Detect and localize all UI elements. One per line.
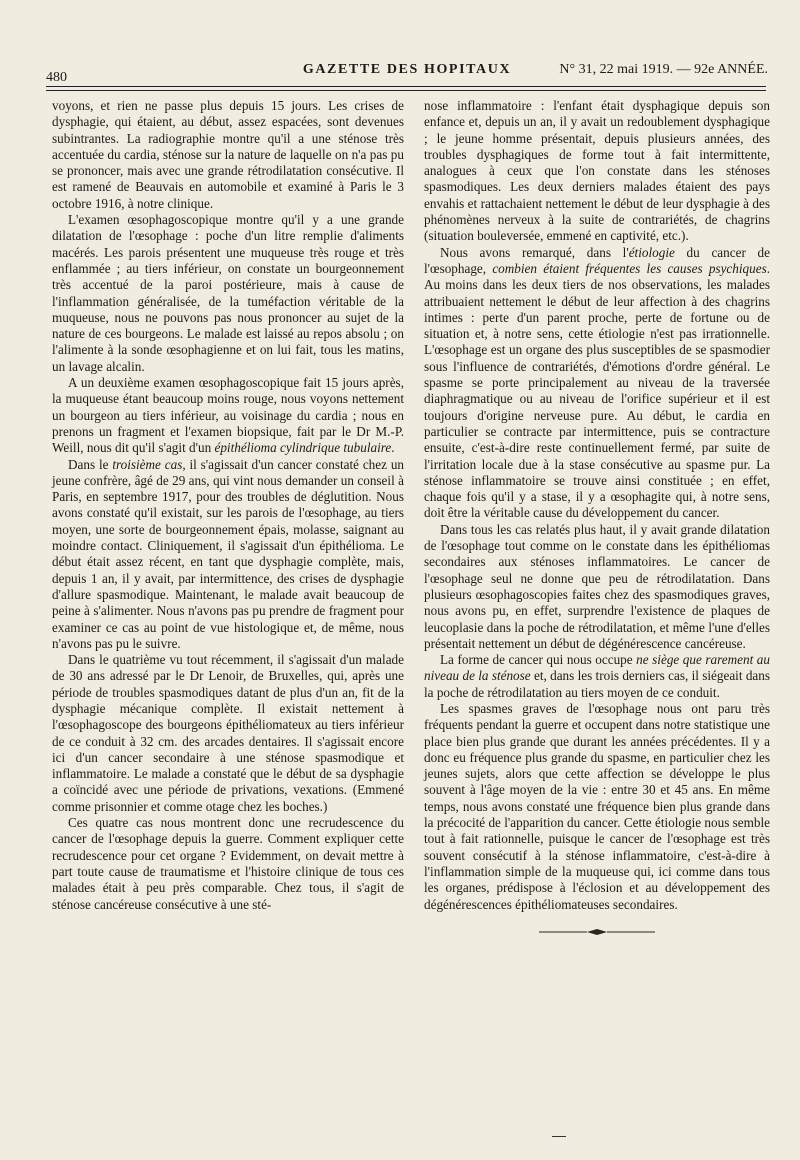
- text-run: Dans le: [68, 456, 113, 472]
- text-run: La forme de cancer qui nous occupe: [440, 652, 637, 668]
- text-run: du cancer de l'œsophage,: [424, 244, 770, 276]
- paragraph: [52, 212, 404, 375]
- italic-text: combien étaient fréquentes les causes psychiques: [492, 260, 767, 276]
- paragraph: [52, 457, 404, 653]
- left-column: [52, 98, 404, 913]
- paragraph: [52, 652, 404, 815]
- text-run: L'examen œsophagoscopique montre qu'il y a une grande dilatation de l'œsophage : poche d'un litre remplie d'aliments macérés. Les parois présentent une muqueuse très rouge et très enflammée ; au tiers inférieur, on constate un bourgeonnement très accentué de la paroi postérieure, mais à cause de l'inflammation généralisée, de la tuméfaction véritable de la muqueuse, nous ne pouvons pas nous prononcer au sujet de la nature de ces bourgeons. Le malade est laissé au repos absolu ; on l'alimente à la sonde œsophagienne et on lui fait, tous les matins, un lavage alcalin.: [52, 212, 404, 374]
- text-run: . Au moins dans les deux tiers de nos observations, les malades attribuaient nettement le début de leur affection à des chagrins intimes : perte d'un parent proche, perte de fortune ou de situation et, à notre sens, cette étiologie n'est pas irrationnelle. L'œsophage est un organe des plus susceptibles de se spasmodier sous l'influence de contrariétés, d'émotions d'ordre général. Le spasme se porte principalement au niveau de la traversée diaphragmatique ou au niveau de l'orifice supérieur et il est toujours d'origine nerveuse pure. Au début, le cardia en particulier se contracte par intermittence, puis se contracture ensuite, c'est-à-dire reste continuellement fermé, par suite de l'irritation locale due à la stase consécutive au spasme pur. La sténose inflammatoire se trouve ainsi constituée ; en effet, chaque fois qu'il y a stase, il y a œsophagite qui, à notre sens, doit être la véritable cause du développement du cancer.: [424, 260, 770, 521]
- paragraph: [52, 375, 404, 456]
- page-header: [46, 58, 768, 85]
- paragraph: [52, 815, 404, 913]
- text-run: Dans le quatrième vu tout récemment, il s'agissait d'un malade de 30 ans adressé par le Dr Lenoir, de Bruxelles, qui, après une période de troubles spasmodiques datant de plus d'un an, fit de la dysphagie mécanique complète. Il existait nettement à l'œsophagoscope des bourgeons épithéliomateux au tiers inférieur de ce conduit à 32 cm. des arcades dentaires. Il s'agissait encore ici d'un cancer secondaire à une sténose spasmodique et inflammatoire. Le malade a constaté que le début de sa dysphagie a coïncidé avec une période de privations, vexations. (Emmené comme prisonnier et comme otage chez les boches.): [52, 652, 404, 814]
- paragraph: [424, 652, 770, 701]
- italic-text: étiologie: [628, 244, 675, 260]
- text-run: Ces quatre cas nous montrent donc une recrudescence du cancer de l'œsophage depuis la guerre. Comment expliquer cette recrudescence pour cet organe ? Evidemment, on devait mettre à part toute cause de traumatisme et l'histoire clinique de tous ces malades était à peu près comparable. Chez tous, il s'agit de sténose cancéreuse consécutive à une sté-: [52, 815, 404, 912]
- paragraph: [424, 98, 770, 245]
- right-column: [424, 98, 770, 937]
- page-number: 480: [46, 70, 67, 85]
- issue-info: N° 31, 22 mai 1919. — 92e ANNÉE.: [559, 62, 768, 77]
- header-rule-top: [46, 86, 766, 87]
- text-run: Les spasmes graves de l'œsophage nous ont paru très fréquents pendant la guerre et occupent dans notre statistique une place bien plus grande que durant les années précédentes. Il y a donc eu fréquence plus grande du spasme, en particulier chez les jeunes sujets, alors que cette affection se développe le plus souvent à l'âge moyen de la vie : entre 30 et 45 ans. En même temps, nous avons constaté une fréquence bien plus grande dans la précocité de l'apparition du cancer. Cette étiologie nous semble tout à fait rationnelle, puisque le cancer de l'œsophage est très souvent consécutif à la sténose inflammatoire, c'est-à-dire à l'inflammation simple de la muqueuse qui, ici comme dans tous les organes, prédispose à l'éclosion et au développement des dégénérescences épithéliomateuses secondaires.: [424, 700, 770, 912]
- bottom-mark: [552, 1136, 566, 1137]
- italic-text: ne siège que rarement au niveau de la sténose: [424, 652, 770, 684]
- text-run: A un deuxième examen œsophagoscopique fait 15 jours après, la muqueuse étant beaucoup moins rouge, nous voyons nettement un bourgeon au tiers inférieur, au voisinage du cardia ; nous en prenons un fragment et l'examen biopsique, fait par le Dr M.-P. Weill, nous dit qu'il s'agit d'un: [52, 375, 404, 456]
- text-run: voyons, et rien ne passe plus depuis 15 jours. Les crises de dysphagie, qui étaient, au début, assez espacées, sont devenues subintrantes. La radiographie montre qu'il a une sténose très accentuée du cardia, sténose sur la nature de laquelle on n'a pas pu se prononcer, mais avec une grande rétrodilatation consécutive. Il est ramené de Beauvais en automobile et examiné à Paris le 3 octobre 1916, à notre clinique.: [52, 98, 404, 211]
- header-rule-bottom: [46, 90, 766, 91]
- italic-text: épithélioma cylindrique tubulaire: [214, 440, 392, 456]
- text-run: et, dans les trois derniers cas, il siégeait dans la poche de rétrodilatation au tiers moyen de ce conduit.: [424, 668, 770, 700]
- text-run: Dans tous les cas relatés plus haut, il y avait grande dilatation de l'œsophage tout comme on le constate dans les épithéliomas secondaires aux sténoses inflammatoires. Le cancer de l'œsophage seul ne donne que peu de rétrodilatation. Dans plusieurs œsophagoscopies faites chez des spasmodiques graves, nous avons pu, en effet, surprendre l'existence de plaques de leucoplasie dans la poche de rétrodilatation, et même l'une d'elles présentait nettement un début de dégénérescence cancéreuse.: [424, 521, 770, 651]
- text-run: Nous avons remarqué, dans l': [440, 244, 629, 260]
- paragraph: [424, 245, 770, 522]
- paragraph: [52, 98, 404, 212]
- paragraph: [424, 522, 770, 652]
- journal-title: GAZETTE DES HOPITAUX: [302, 62, 512, 77]
- text-run: .: [391, 440, 395, 456]
- end-ornament-icon: [537, 927, 657, 937]
- text-run: , il s'agissait d'un cancer constaté chez un jeune confrère, âgé de 29 ans, qui vint nous demander un conseil à Paris, en septembre 1917, pour des troubles de déglutition. Nous avons constaté qu'il existait, sur les parois de l'œsophage, au tiers moyen, une sorte de bourgeonnement épais, molasse, saignant au moindre contact. Cliniquement, il s'agissait d'un épithélioma. Le début était assez récent, en tant que dysphagie complète, mais, depuis 1 an, il y avait, par intermittence, des crises de dysphagie d'allure spasmodique. Maintenant, le malade avait beaucoup de peine à s'alimenter. Nous n'avons pas pu prendre de fragment pour examiner ce cas au point de vue histologique et, de même, nous n'avons pas pu le suivre.: [52, 456, 405, 651]
- text-run: nose inflammatoire : l'enfant était dysphagique depuis son enfance et, depuis un an, il y avait un redoublement dysphagique ; le jeune homme présentait, depuis plusieurs années, des troubles dysphagiques de forme tout à fait intermittente, analogues à ceux que l'on constate dans les sténoses spasmodiques. Les deux derniers malades étaient des pays envahis et rattachaient nettement le début de leur dysphagie à des phénomènes nerveux à la suite de contrariétés, de chagrins (situation bouleversée, emmené en captivité, etc.).: [424, 98, 770, 244]
- paragraph: [424, 701, 770, 913]
- italic-text: troisième cas: [112, 456, 183, 472]
